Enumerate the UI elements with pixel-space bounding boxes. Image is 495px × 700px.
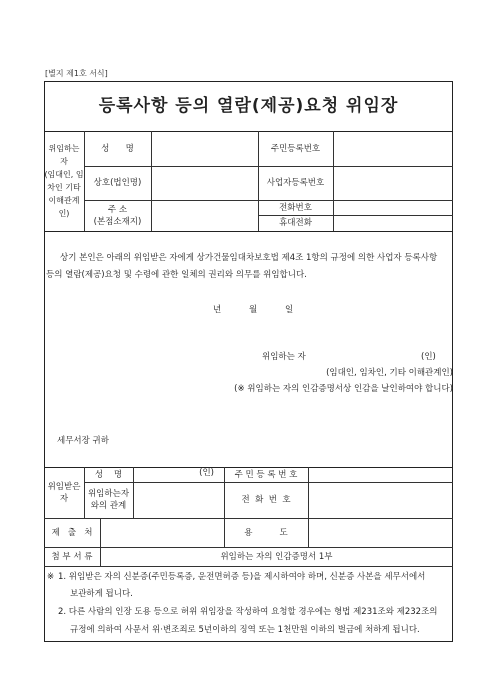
submit-to-label: 제 출 처 xyxy=(51,527,93,538)
delegator-business-no-field[interactable] xyxy=(333,166,453,200)
delegator-name-label: 성 명 xyxy=(101,143,134,154)
statement-line-2: 등의 열람(제공)요청 및 수령에 관한 일체의 권리와 의무를 위임합니다. xyxy=(46,270,307,280)
date-day-label: 일 xyxy=(285,305,294,315)
purpose-label: 용 도 xyxy=(244,527,288,538)
purpose-field[interactable] xyxy=(308,518,453,547)
delegate-name-field[interactable] xyxy=(133,467,224,482)
delegate-phone-field[interactable] xyxy=(308,482,453,518)
delegator-business-no-label: 사업자등록번호 xyxy=(266,178,325,188)
date-year-label: 년 xyxy=(213,305,222,315)
delegator-phone-label: 전화번호 xyxy=(279,202,312,213)
delegate-resident-no-label: 주 민 등 록 번 호 xyxy=(234,469,298,480)
delegator-address-field[interactable] xyxy=(151,200,258,231)
delegator-resident-no-field[interactable] xyxy=(333,131,453,166)
delegator-address-label: 주 소 (본점소재지) xyxy=(93,204,142,227)
delegate-relation-field[interactable] xyxy=(133,482,224,518)
delegate-name-label: 성 명 xyxy=(94,469,123,480)
note-2-line-1: 2. 다른 사람의 인장 도용 등으로 허위 위임장을 작성하여 요청할 경우에는 형법 제231조와 제232조의 xyxy=(58,607,438,617)
delegator-group-label: 위임하는 자 (임대인, 임차인 기타 이해관계인) xyxy=(44,144,84,218)
delegator-resident-no-label: 주민등록번호 xyxy=(270,143,321,154)
delegator-mobile-field[interactable] xyxy=(333,215,453,231)
attachment-value: 위임하는 자의 인감증명서 1부 xyxy=(220,551,333,562)
date-month-label: 월 xyxy=(249,305,258,315)
delegate-resident-no-field[interactable] xyxy=(308,467,453,482)
attachment-label: 첨 부 서 류 xyxy=(51,551,93,562)
delegator-sign-label: 위임하는 자 xyxy=(262,352,306,362)
note-1-line-1: 1. 위임받은 자의 신분증(주민등록증, 운전면허증 등)을 제시하여야 하며, 신분증 사본을 세무서에서 xyxy=(58,572,426,582)
delegator-company-label: 상호(법인명) xyxy=(93,178,142,188)
delegator-phone-field[interactable] xyxy=(333,200,453,215)
form-number: [별지 제1호 서식] xyxy=(45,69,108,78)
delegate-relation-label: 위임하는자 와의 관계 xyxy=(87,489,130,511)
form-title: 등록사항 등의 열람(제공)요청 위임장 xyxy=(98,96,399,116)
notes-mark: ※ xyxy=(47,572,55,582)
delegator-name-field[interactable] xyxy=(151,131,258,166)
delegator-type-note: (임대인, 임차인, 기타 이해관계인) xyxy=(326,368,453,378)
note-1-line-2: 보관하게 됩니다. xyxy=(70,589,133,599)
delegate-seal-mark: (인) xyxy=(199,468,214,478)
submit-to-field[interactable] xyxy=(100,518,224,547)
seal-instruction-note: (※ 위임하는 자의 인감증명서상 인감을 날인하여야 합니다) xyxy=(234,384,453,394)
delegate-phone-label: 전 화 번 호 xyxy=(241,495,291,505)
delegator-seal-mark: (인) xyxy=(421,352,436,362)
delegator-mobile-label: 휴대전화 xyxy=(279,218,312,228)
delegate-group-label: 위임받은 자 xyxy=(47,481,81,504)
divider-delegator-bottom xyxy=(44,231,453,232)
note-2-line-2: 규정에 의하여 사문서 위·변조죄로 5년이하의 징역 또는 1천만원 이하의 벌금에 처하게 됩니다. xyxy=(70,625,420,635)
delegator-company-field[interactable] xyxy=(151,166,258,200)
statement-line-1: 상기 본인은 아래의 위임받은 자에게 상가건물임대차보호법 제4조 1항의 규정에 의한 사업자 등록사항 xyxy=(60,253,438,263)
addressee-label: 세무서장 귀하 xyxy=(57,436,109,446)
